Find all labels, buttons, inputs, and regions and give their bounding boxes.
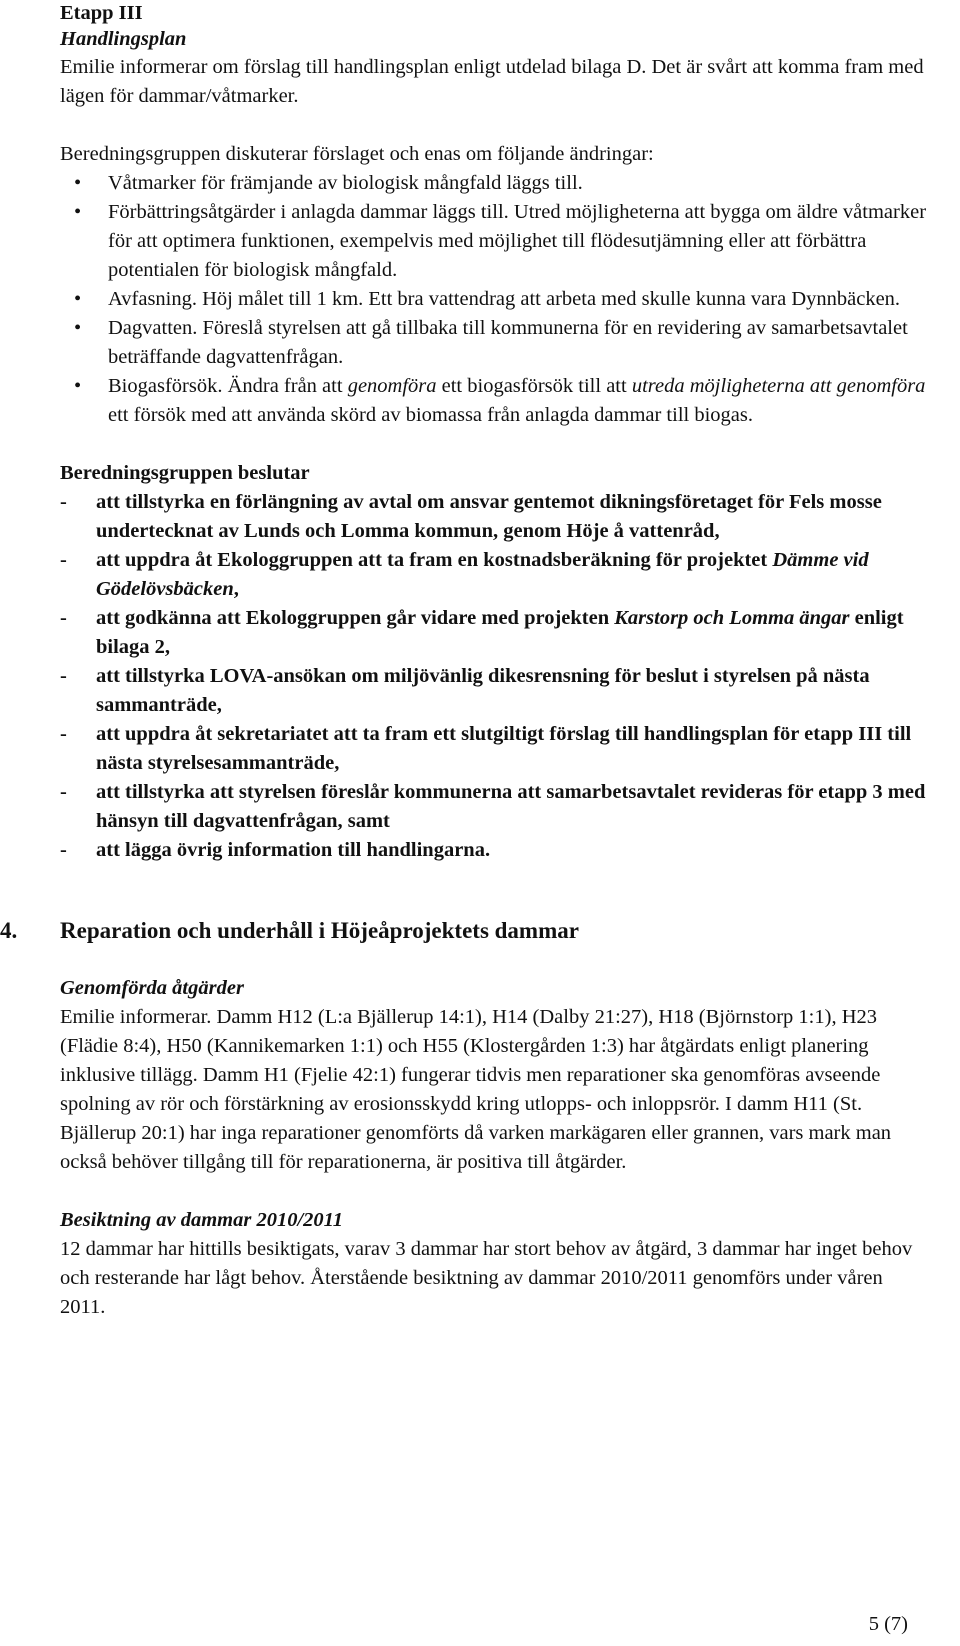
text-run: enligt bilaga 2, (96, 607, 904, 658)
dash-icon: - (60, 781, 67, 803)
change-list (60, 169, 930, 430)
section-heading (0, 916, 930, 945)
sub-heading-genomforda: Genomförda åtgärder (60, 977, 244, 999)
etapp-intro: Emilie informerar om förslag till handlingsplan enligt utdelad bilaga D. Det är svårt att komma fram med lägen för dammar/våtmarker. (60, 56, 924, 107)
italic-text: Dämme vid Gödelövsbäcken (96, 549, 869, 600)
text-run: att tillstyrka en förlängning av avtal om ansvar gentemot dikningsföretaget för Fels mosse undertecknat av Lunds och Lomma kommun, genom Höje å vattenråd, (96, 491, 882, 542)
discussion-text: Beredningsgruppen diskuterar förslaget och enas om följande ändringar: (60, 143, 654, 165)
sub-heading-besiktning: Besiktning av dammar 2010/2011 (60, 1209, 344, 1231)
text-run: Dagvatten. Föreslå styrelsen att gå tillbaka till kommunerna för en revidering av samarbetsavtalet beträffande dagvattenfrågan. (108, 317, 908, 368)
decision-heading: Beredningsgruppen beslutar (60, 462, 310, 484)
dash-icon: - (60, 723, 67, 745)
text-run: ett försök med att använda skörd av biomassa från anlagda dammar till biogas. (108, 404, 753, 426)
dash-icon: - (60, 607, 67, 629)
text-run: Förbättringsåtgärder i anlagda dammar läggs till. Utred möjligheterna att bygga om äldre våtmarker för att optimera funktionen, exempelvis med möjlighet till flödesutjämning eller att förbättra potentialen för biologisk mångfald. (108, 201, 927, 281)
decision-item (60, 546, 930, 604)
genomforda-text: Emilie informerar. Damm H12 (L:a Bjällerup 14:1), H14 (Dalby 21:27), H18 (Björnstorp 1:1), H23 (Flädie 8:4), H50 (Kannikemarken 1:1) och H55 (Klostergården 1:3) har åtgärdats enligt planering inklusive tillägg. Damm H1 (Fjelie 42:1) fungerar tidvis men reparationer ska genomföras avseende spolning av rör och förstärkning av erosionsskydd kring utlopps- och inloppsrör. I damm H11 (St. Bjällerup 20:1) har inga reparationer genomförts då varken markägaren eller grannen, vars mark man också behöver tillgång till för reparationerna, är positiva till åtgärder. (60, 1006, 892, 1173)
etapp-subtitle: Handlingsplan (60, 28, 187, 50)
text-run: att tillstyrka LOVA-ansökan om miljövänlig dikesrensning för beslut i styrelsen på nästa sammanträde, (96, 665, 870, 716)
decision-item (60, 720, 930, 778)
dash-icon: - (60, 549, 67, 571)
bullet-icon: • (74, 317, 82, 339)
text-run: att lägga övrig information till handlingarna. (96, 839, 491, 861)
decision-item (60, 604, 930, 662)
text-run: att uppdra åt Ekologgruppen att ta fram en kostnadsberäkning för projektet (96, 549, 773, 571)
text-run: , (233, 578, 239, 600)
decision-item (60, 836, 930, 865)
page-number: 5 (7) (868, 1613, 908, 1635)
change-list-item (60, 314, 930, 372)
text-run: att uppdra åt sekretariatet att ta fram ett slutgiltigt förslag till handlingsplan för etapp III till nästa styrelsesammanträde, (96, 723, 912, 774)
bullet-icon: • (74, 201, 82, 223)
dash-icon: - (60, 491, 67, 513)
dash-icon: - (60, 839, 67, 861)
change-list-item (60, 372, 930, 430)
italic-text: genomföra (347, 375, 437, 397)
text-run: ett biogasförsök till att (436, 375, 632, 397)
bullet-icon: • (74, 375, 82, 397)
change-list-item (60, 285, 930, 314)
italic-text: utreda möjligheterna att genomföra (631, 375, 926, 397)
text-run: att tillstyrka att styrelsen föreslår kommunerna att samarbetsavtalet revideras för etapp 3 med hänsyn till dagvattenfrågan, samt (96, 781, 926, 832)
decision-item (60, 488, 930, 546)
decision-list (60, 488, 930, 865)
change-list-item (60, 169, 930, 198)
decision-item (60, 662, 930, 720)
italic-text: Karstorp och Lomma ängar (614, 607, 850, 629)
text-run: Våtmarker för främjande av biologisk mångfald läggs till. (108, 172, 583, 194)
dash-icon: - (60, 665, 67, 687)
bullet-icon: • (74, 288, 82, 310)
bullet-icon: • (74, 172, 82, 194)
etapp-title: Etapp III (60, 2, 143, 24)
decision-item (60, 778, 930, 836)
text-run: Avfasning. Höj målet till 1 km. Ett bra vattendrag att arbeta med skulle kunna vara Dynnbäcken. (108, 288, 901, 310)
section-number: 4. (0, 918, 18, 943)
besiktning-text: 12 dammar har hittills besiktigats, varav 3 dammar har stort behov av åtgärd, 3 dammar har inget behov och resterande har lågt behov. Återstående besiktning av dammar 2010/2011 genomförs under våren 2011. (60, 1238, 913, 1318)
change-list-item (60, 198, 930, 285)
section-title: Reparation och underhåll i Höjeåprojektets dammar (60, 918, 579, 943)
text-run: Biogasförsök. Ändra från att (108, 375, 348, 397)
text-run: att godkänna att Ekologgruppen går vidare med projekten (96, 607, 615, 629)
